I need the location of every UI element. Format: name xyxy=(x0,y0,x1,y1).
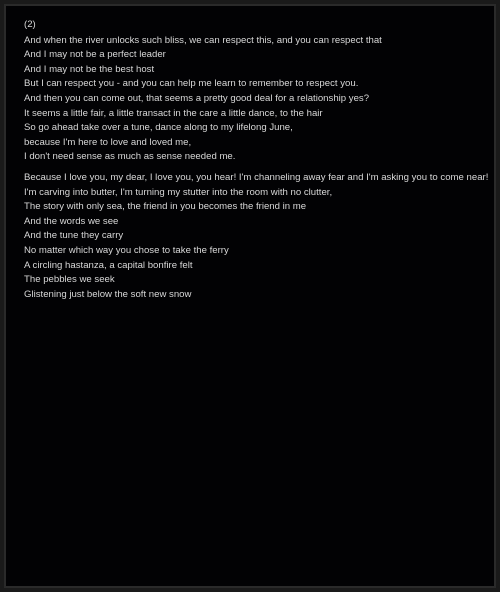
poem-line: A circling hastanza, a capital bonfire felt xyxy=(24,259,193,271)
poem-line: And the tune they carry xyxy=(24,230,124,242)
poem-section-number: (2) xyxy=(24,19,36,30)
poem-content xyxy=(24,18,488,308)
poem-line: because I'm here to love and loved me, xyxy=(24,136,192,148)
stanza-1 xyxy=(24,34,488,165)
poem-line: I don't need sense as much as sense needed me. xyxy=(24,151,236,163)
poem-line: The pebbles we seek xyxy=(24,274,115,286)
poem-line: Glistening just below the soft new snow xyxy=(24,288,192,300)
poem-line: And then you can come out, that seems a pretty good deal for a relationship yes? xyxy=(24,92,370,104)
poem-line: It seems a little fair, a little transact in the care a little dance, to the hair xyxy=(24,107,323,119)
poem-line: So go ahead take over a tune, dance along to my lifelong June, xyxy=(24,122,293,134)
poem-line: And I may not be the best host xyxy=(24,63,155,75)
poem-line: And the words we see xyxy=(24,215,119,227)
poem-line: I'm carving into butter, I'm turning my stutter into the room with no clutter, xyxy=(24,186,333,198)
poem-line: But I can respect you - and you can help me learn to remember to respect you. xyxy=(24,78,359,90)
poem-line: The story with only sea, the friend in you becomes the friend in me xyxy=(24,201,307,213)
poem-line: And I may not be a perfect leader xyxy=(24,49,166,61)
poem-line: No matter which way you chose to take the ferry xyxy=(24,244,229,256)
poem-line: Because I love you, my dear, I love you, you hear! I'm channeling away fear and I'm asking you to come near! xyxy=(24,171,489,183)
poem-line: And when the river unlocks such bliss, we can respect this, and you can respect that xyxy=(24,34,382,46)
stanza-2 xyxy=(24,171,488,302)
poem-frame xyxy=(4,4,496,588)
